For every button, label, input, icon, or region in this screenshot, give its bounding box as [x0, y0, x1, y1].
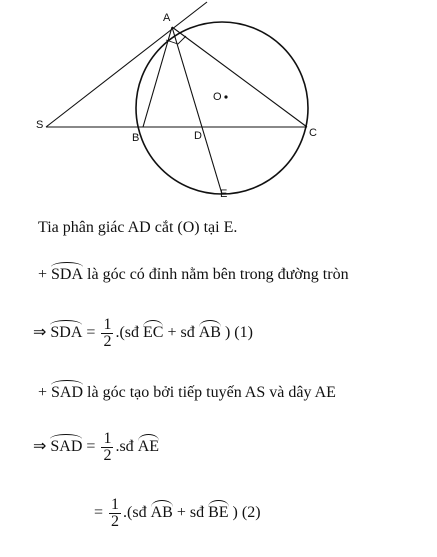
angle-sad: SAD — [50, 434, 82, 457]
denominator: 2 — [103, 333, 112, 350]
sentence-bisector: Tia phân giác AD cắt (O) tại E. — [38, 219, 238, 236]
label-e: E — [220, 188, 228, 200]
arc-ab: AB — [151, 500, 173, 523]
plus-measure: + sđ — [176, 504, 205, 522]
formula-line-1 — [33, 317, 253, 350]
measure-label: .sđ — [115, 438, 134, 456]
text-line-2 — [38, 262, 349, 285]
bullet-prefix: + — [38, 384, 52, 401]
close-paren: ) — [224, 324, 231, 342]
angle-sda: SDA — [51, 262, 83, 285]
label-o: O — [213, 91, 222, 103]
close-paren: ) — [232, 504, 238, 522]
equals-sign: = — [94, 504, 104, 522]
bullet-prefix: + — [38, 266, 52, 283]
fraction-half — [101, 317, 113, 350]
formula-line-3 — [94, 497, 261, 530]
denominator: 2 — [111, 513, 120, 530]
arc-ae: AE — [138, 434, 159, 457]
arc-ec: EC — [143, 320, 163, 343]
chord-ab — [143, 27, 172, 127]
numerator: 1 — [103, 430, 112, 447]
formula-line-2 — [33, 431, 159, 464]
implies-symbol: ⇒ — [33, 324, 47, 342]
numerator: 1 — [111, 496, 120, 513]
label-d: D — [194, 130, 202, 142]
text-line-1 — [38, 218, 237, 238]
numerator: 1 — [103, 316, 112, 333]
measure-open: .(sđ — [123, 504, 147, 522]
center-dot — [224, 95, 227, 98]
denominator: 2 — [103, 447, 112, 464]
angle-sad: SAD — [51, 380, 83, 403]
equals-sign: = — [86, 438, 96, 456]
angle-sda: SDA — [50, 320, 82, 343]
bisector-ae — [172, 27, 222, 194]
measure-open: .(sđ — [115, 324, 140, 342]
chord-ac — [172, 27, 307, 127]
label-a: A — [163, 12, 171, 24]
text-line-4 — [38, 380, 336, 403]
equals-sign: = — [86, 324, 96, 342]
plus-measure: + sđ — [167, 324, 195, 342]
equation-tag: (2) — [241, 504, 261, 522]
equation-tag: (1) — [234, 324, 253, 342]
statement-text: là góc có đỉnh nằm bên trong đường tròn — [83, 266, 349, 283]
implies-symbol: ⇒ — [33, 438, 47, 456]
label-b: B — [132, 132, 140, 144]
statement-text: là góc tạo bởi tiếp tuyến AS và dây AE — [83, 384, 336, 401]
label-s: S — [36, 119, 44, 131]
fraction-half — [109, 497, 121, 530]
label-c: C — [309, 127, 317, 139]
fraction-half — [101, 431, 113, 464]
arc-be: BE — [208, 500, 228, 523]
arc-ab: AB — [199, 320, 221, 343]
geometry-figure — [0, 0, 437, 205]
